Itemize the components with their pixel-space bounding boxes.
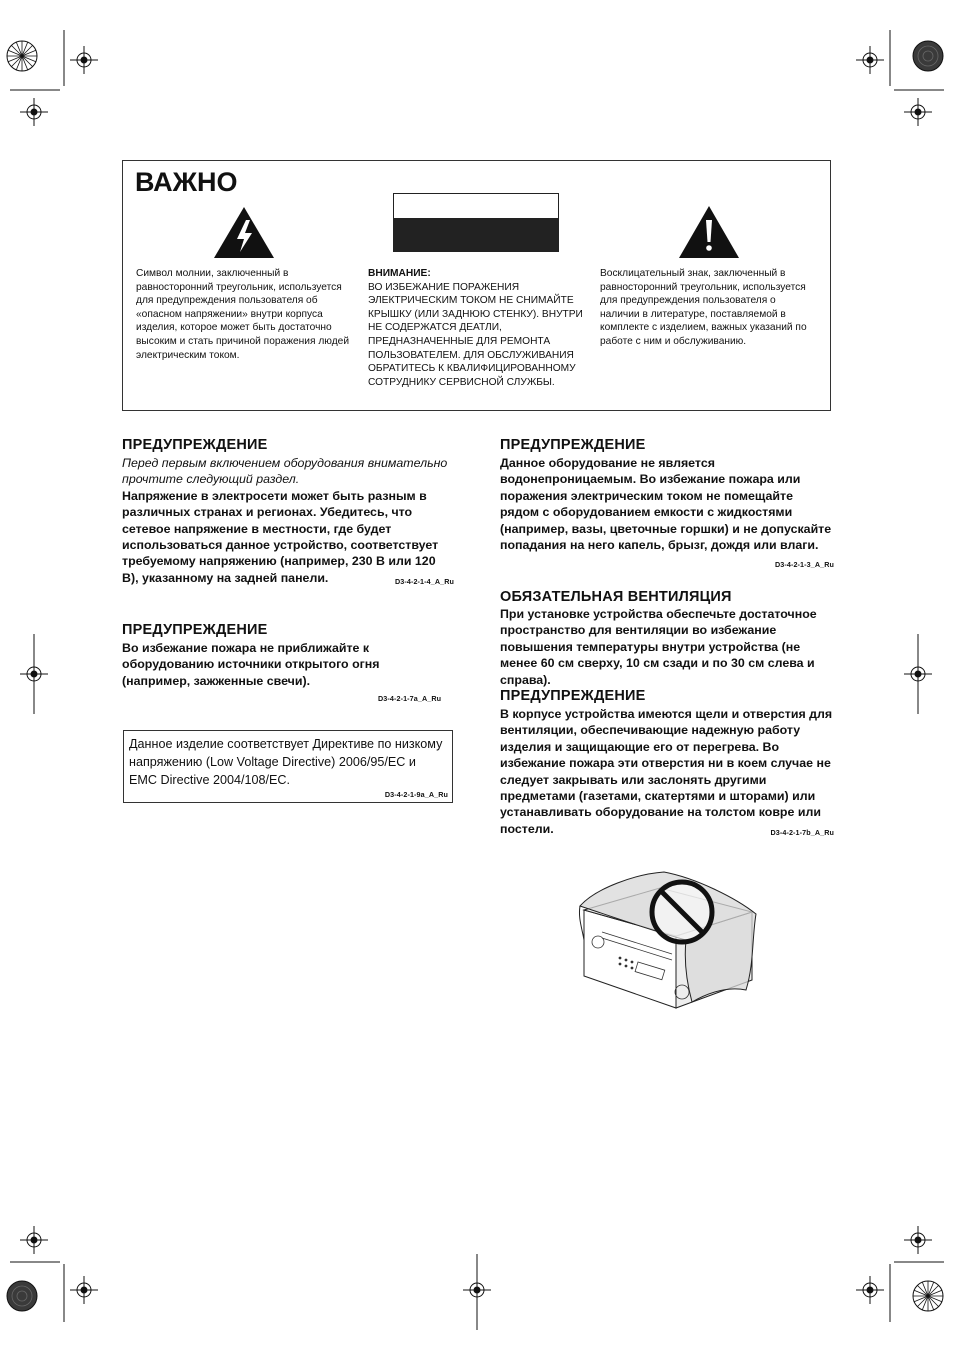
covered-receiver-illustration (576, 868, 760, 1014)
caution-heading: ВНИМАНИЕ: (368, 268, 431, 279)
left-warning-1-intro: Перед первым включением оборудования внимательно прочтите следующий раздел. (122, 456, 448, 487)
caution-text (368, 267, 584, 389)
prohibition-icon (652, 882, 712, 942)
lightning-symbol-description: Символ молнии, заключенный в равносторонний треугольник, используется для предупреждения пользователя об «опасном напряжении» внутри корпуса изделия, которое может быть достаточно высоким и стать причиной поражения людей электрическим током. (136, 268, 350, 361)
exclamation-warning-icon (678, 205, 740, 259)
right-warning-1-body: Данное оборудование не является водонепроницаемым. Во избежание пожара или поражения электрическим током не помещайте рядом с оборудованием емкости с жидкостями (например, вазы, цветочные горшки) и не допускайте попадания на него капель, брызг, дождя или влаги. (500, 456, 832, 553)
left-warning-1-heading: ПРЕДУПРЕЖДЕНИЕ (122, 437, 268, 453)
left-warning-2-heading: ПРЕДУПРЕЖДЕНИЕ (122, 622, 268, 638)
caution-label-graphic (393, 193, 559, 252)
right-warning-2-heading: ПРЕДУПРЕЖДЕНИЕ (500, 688, 646, 704)
left-warning-2-body: Во избежание пожара не приближайте к оборудованию источники открытого огня (например, зажженные свечи). (122, 641, 380, 688)
caution-body: ВО ИЗБЕЖАНИЕ ПОРАЖЕНИЯ ЭЛЕКТРИЧЕСКИМ ТОКОМ НЕ СНИМАЙТЕ КРЫШКУ (ИЛИ ЗАДНЮЮ СТЕНКУ). ВНУТРИ НЕ СОДЕРЖАТСЯ ДЕАТЛИ, ПРЕДНАЗНАЧЕННЫЕ ДЛЯ РЕМОНТА ПОЛЬЗОВАТЕЛЕМ. ДЛЯ ОБСЛУЖИВАНИЯ ОБРАТИТЕСЬ К КВАЛИФИЦИРОВАННОМУ СОТРУДНИКУ СЕРВИСНОЙ СЛУЖБЫ. (368, 281, 583, 388)
left-warning-1-body: Напряжение в электросети может быть разным в различных странах и регионах. Убедитесь, что сетевое напряжение в местности, где будет использоваться данное устройство, соответствует требуемому напряжению (например, 230 В или 120 В), указанному на задней панели. (122, 488, 439, 585)
right-warning-2-body: В корпусе устройства имеются щели и отверстия для вентиляции, обеспечивающие надежную работу изделия и защищающие его от перегрева. Во избежание пожара эти отверстия ни в коем случае не следует закрывать или заслонять другими предметами (газетами, скатертями и шторами) или устанавливать оборудование на толстом ковре или постели. (500, 707, 833, 836)
left-warning-1-code: D3-4-2-1-4_A_Ru (394, 576, 454, 586)
directive-box (123, 730, 453, 803)
important-notice-box (122, 160, 831, 411)
ventilation-heading: ОБЯЗАТЕЛЬНАЯ ВЕНТИЛЯЦИЯ (500, 589, 732, 605)
left-warning-1-text (122, 455, 454, 590)
directive-code: D3-4-2-1-9a_A_Ru (384, 790, 448, 799)
lightning-warning-icon (213, 206, 275, 259)
exclamation-symbol-description: Восклицательный знак, заключенный в равносторонний треугольник, используется для предупреждения пользователя о наличии в литературе, поставляемой в комплекте с изделием, важных указаний по работе с ним и обслуживанию. (600, 268, 807, 347)
right-warning-1-code: D3-4-2-1-3_A_Ru (774, 560, 834, 570)
right-warning-2-code: D3-4-2-1-7b_A_Ru (770, 827, 834, 837)
right-warning-2-text (500, 706, 834, 841)
ventilation-body: При установке устройства обеспечьте достаточное пространство для вентиляции во избежание повышения температуры внутри устройства (не менее 60 см сверху, 10 см сзади и по 30 см слева и справа). (500, 607, 817, 687)
left-warning-2-code: D3-4-2-1-7a_A_Ru (378, 694, 442, 703)
important-title: ВАЖНО (135, 167, 238, 197)
right-warning-1-heading: ПРЕДУПРЕЖДЕНИЕ (500, 437, 646, 453)
directive-text: Данное изделие соответствует Директиве по низкому напряжению (Low Voltage Directive) 2006/95/EC и EMC Directive 2004/108/EC. (129, 737, 443, 787)
right-warning-1-text (500, 455, 834, 574)
